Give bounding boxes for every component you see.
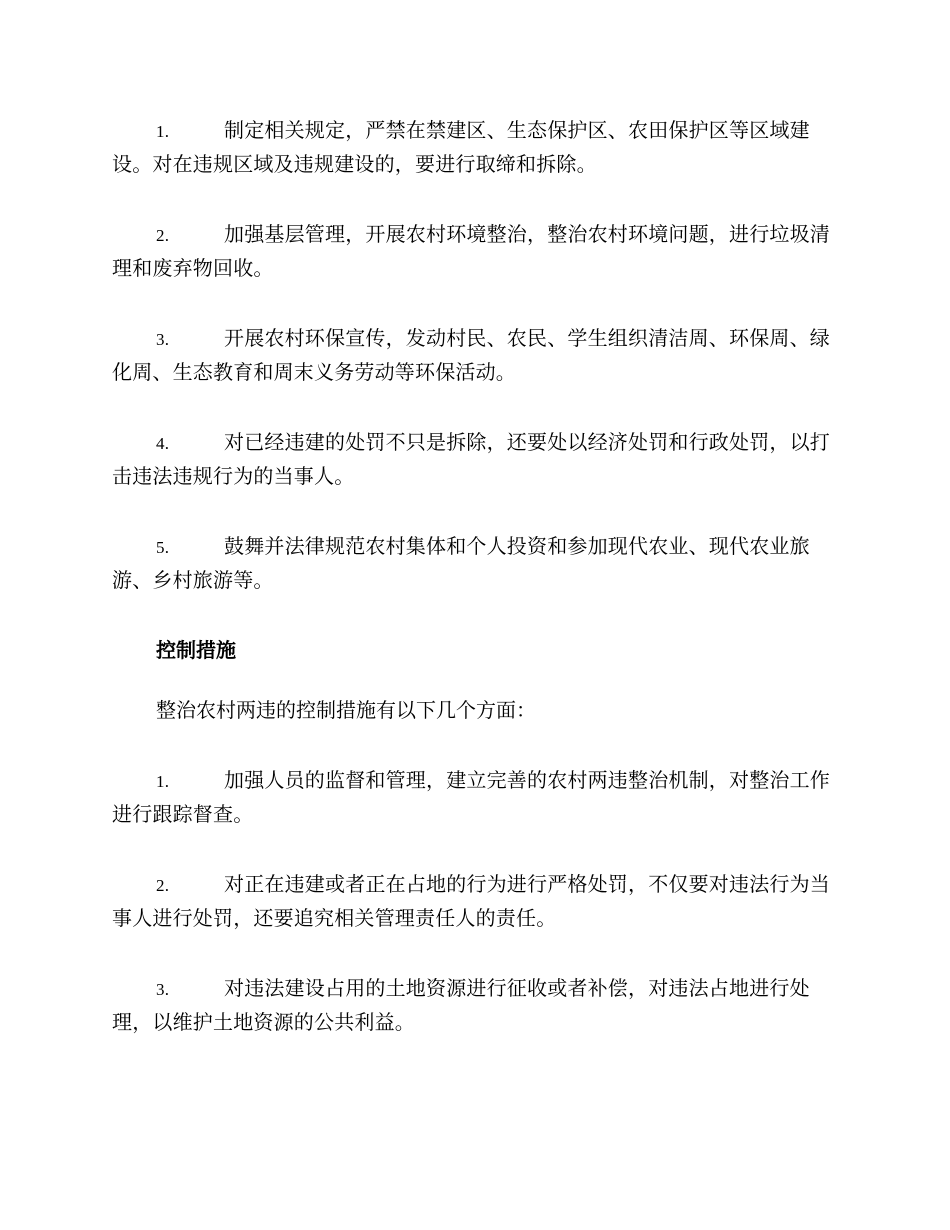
list-number: 3. (156, 980, 170, 999)
list-item (112, 972, 838, 1038)
list-text: 鼓舞并法律规范农村集体和个人投资和参加现代农业、现代农业旅游、乡村旅游等。 (112, 534, 810, 592)
list-number: 5. (156, 538, 170, 557)
list-text: 加强基层管理，开展农村环境整治，整治农村环境问题，进行垃圾清理和废弃物回收。 (112, 222, 830, 280)
list-item (112, 218, 838, 284)
list-number: 3. (156, 330, 170, 349)
list-number: 2. (156, 876, 170, 895)
section-heading: 控制措施 (156, 638, 236, 662)
list-text: 对正在违建或者正在占地的行为进行严格处罚，不仅要对违法行为当事人进行处罚，还要追究相关管理责任人的责任。 (112, 872, 830, 930)
section-intro: 整治农村两违的控制措施有以下几个方面： (156, 698, 536, 722)
list-item (112, 322, 838, 388)
document-body (112, 114, 838, 1076)
list-text: 加强人员的监督和管理，建立完善的农村两违整治机制，对整治工作进行跟踪督查。 (112, 768, 830, 826)
list-number: 1. (156, 122, 170, 141)
list-text: 开展农村环保宣传，发动村民、农民、学生组织清洁周、环保周、绿化周、生态教育和周末义务劳动等环保活动。 (112, 326, 830, 384)
list-number: 4. (156, 434, 170, 453)
list-item (112, 530, 838, 596)
list-text: 对违法建设占用的土地资源进行征收或者补偿，对违法占地进行处理，以维护土地资源的公共利益。 (112, 976, 810, 1034)
list-item (112, 114, 838, 180)
list-number: 1. (156, 772, 170, 791)
list-text: 对已经违建的处罚不只是拆除，还要处以经济处罚和行政处罚，以打击违法违规行为的当事人。 (112, 430, 830, 488)
list-item (112, 764, 838, 830)
list-text: 制定相关规定，严禁在禁建区、生态保护区、农田保护区等区域建设。对在违规区域及违规建设的，要进行取缔和拆除。 (112, 118, 810, 176)
list-number: 2. (156, 226, 170, 245)
list-item (112, 426, 838, 492)
list-item (112, 868, 838, 934)
